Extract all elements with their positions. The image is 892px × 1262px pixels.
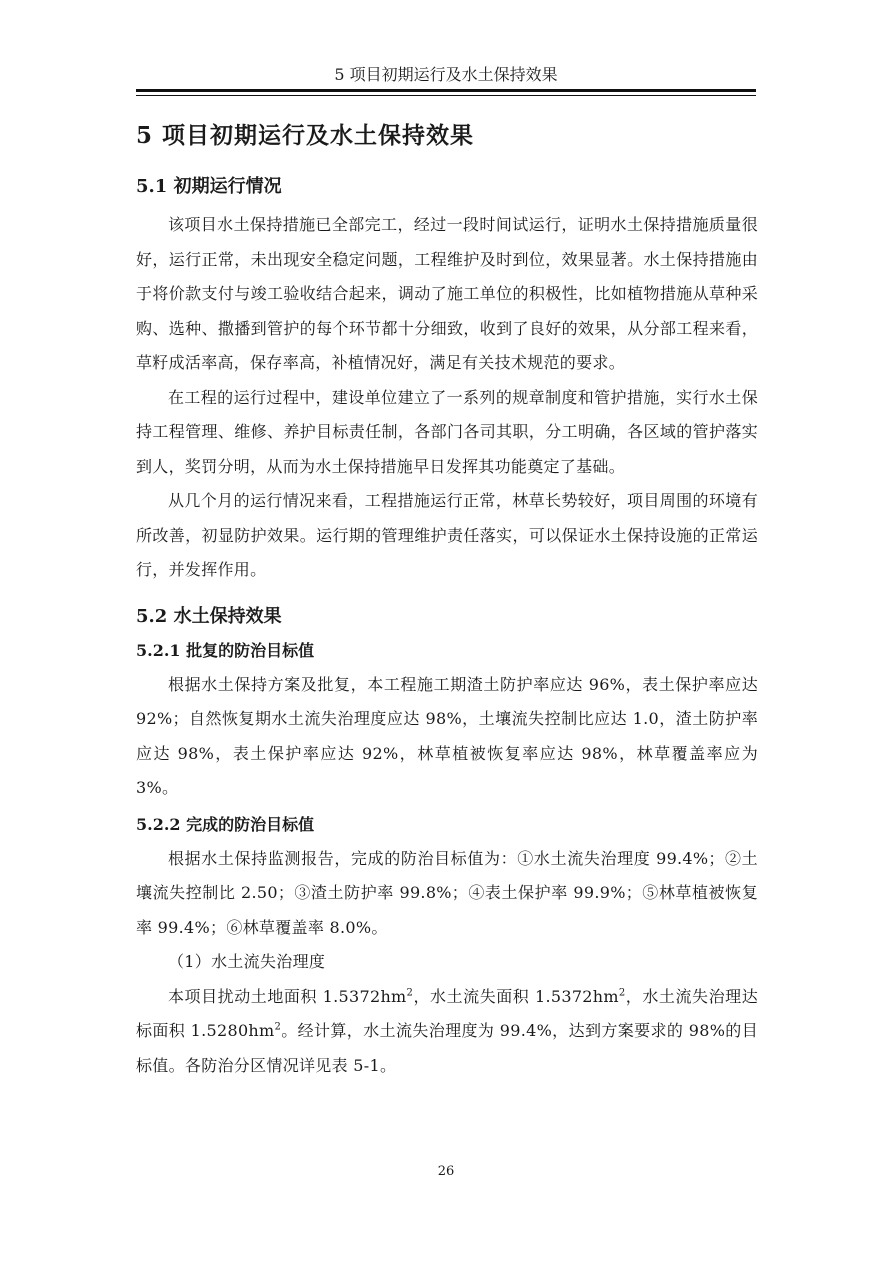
- paragraph: 该项目水土保持措施已全部完工，经过一段时间试运行，证明水土保持措施质量很好，运行正常，未出现安全稳定问题，工程维护及时到位，效果显著。水土保持措施由于将价款支付与竣工验收结合起来，调动了施工单位的积极性，比如植物措施从草种采购、选种、撒播到管护的每个环节都十分细致，收到了良好的效果，从分部工程来看，草籽成活率高，保存率高，补植情况好，满足有关技术规范的要求。: [136, 215, 758, 372]
- page-content: [136, 116, 758, 1083]
- header-rule-thick: [136, 89, 756, 92]
- paragraph: [136, 980, 758, 1084]
- section-heading-5-2: 5.2 水土保持效果: [136, 605, 282, 627]
- page-number: 26: [437, 1164, 455, 1179]
- superscript: 2: [274, 1021, 282, 1033]
- section-heading-5-1: 5.1 初期运行情况: [136, 176, 282, 197]
- paragraph: 在工程的运行过程中，建设单位建立了一系列的规章制度和管护措施，实行水土保持工程管理、维修、养护目标责任制，各部门各司其职，分工明确，各区域的管护落实到人，奖罚分明，从而为水土保持措施早日发挥其功能奠定了基础。: [136, 387, 758, 476]
- paragraph: 根据水土保持方案及批复，本工程施工期渣土防护率应达 96%，表土保护率应达 92%；自然恢复期水土流失治理度应达 98%，土壤流失控制比应达 1.0，渣土防护率应达 98%，表土保护率应达 92%，林草植被恢复率应达 98%，林草覆盖率应为 3%。: [136, 674, 758, 797]
- superscript: 2: [618, 987, 626, 999]
- header-rule-thin: [136, 95, 756, 96]
- superscript: 2: [406, 987, 414, 999]
- paragraph: 从几个月的运行情况来看，工程措施运行正常，林草长势较好，项目周围的环境有所改善，初显防护效果。运行期的管理维护责任落实，可以保证水土保持设施的正常运行，并发挥作用。: [136, 491, 758, 579]
- paragraph: 根据水土保持监测报告，完成的防治目标值为：①水土流失治理度 99.4%；②土壤流失控制比 2.50；③渣土防护率 99.8%；④表土保护率 99.9%；⑤林草植被恢复率 99.4%；⑥林草覆盖率 8.0%。: [136, 848, 758, 937]
- text-span: 本项目扰动土地面积 1.5372hm: [168, 986, 407, 1006]
- subsection-heading-5-2-2: 5.2.2 完成的防治目标值: [136, 814, 315, 834]
- subsection-heading-5-2-1: 5.2.1 批复的防治目标值: [136, 640, 315, 660]
- text-span: ，水土流失治理达标面积 1.5280hm: [136, 986, 759, 1040]
- text-span: 。经计算，水土流失治理度为 99.4%，达到方案要求的 98%的目标值。各防治分区情况详见表 5-1。: [136, 1021, 758, 1075]
- chapter-title: 5 项目初期运行及水土保持效果: [136, 122, 475, 149]
- text-span: ，水土流失面积 1.5372hm: [413, 986, 619, 1006]
- item-title: （1）水土流失治理度: [168, 952, 326, 971]
- running-header: 5 项目初期运行及水土保持效果: [334, 65, 558, 84]
